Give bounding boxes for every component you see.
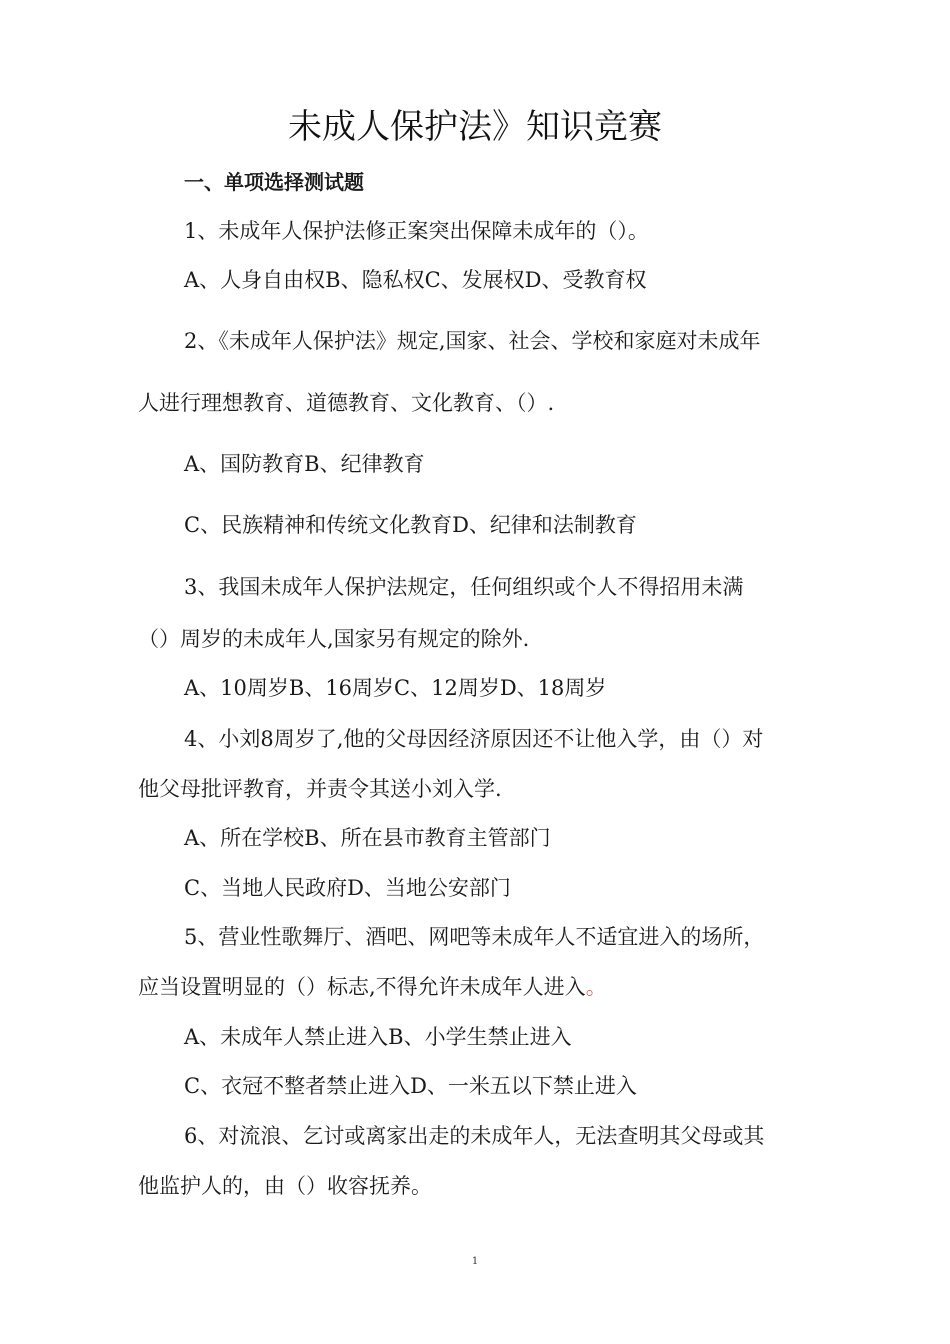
question-5-continued-text: 应当设置明显的（）标志,不得允许未成年人进入 [138, 975, 586, 999]
question-1: 1、未成年人保护法修正案突出保障未成年的（）。 [184, 219, 649, 243]
document-title: 未成人保护法》知识竞赛 [288, 107, 662, 147]
page-number: 1 [471, 1256, 479, 1267]
question-3-continued: （）周岁的未成年人,国家另有规定的除外. [138, 627, 530, 651]
question-6: 6、对流浪、乞讨或离家出走的未成年人，无法查明其父母或其 [184, 1124, 765, 1148]
question-4-options-b: C、当地人民政府D、当地公安部门 [184, 876, 511, 900]
question-2-options-b: C、民族精神和传统文化教育D、纪律和法制教育 [184, 513, 637, 537]
question-2-continued: 人进行理想教育、道德教育、文化教育、（）. [138, 391, 555, 415]
section-heading: 一、单项选择测试题 [184, 170, 364, 194]
question-5-options-b: C、衣冠不整者禁止进入D、一米五以下禁止进入 [184, 1074, 637, 1098]
question-4-continued: 他父母批评教育，并责令其送小刘入学. [138, 777, 502, 801]
question-1-options: A、人身自由权B、隐私权C、发展权D、受教育权 [184, 268, 647, 292]
red-period: 。 [585, 975, 607, 999]
question-5-continued [138, 972, 607, 1002]
question-4-options-a: A、所在学校B、所在县市教育主管部门 [184, 826, 551, 850]
question-3-options: A、10周岁B、16周岁C、12周岁D、18周岁 [184, 676, 607, 700]
question-3: 3、我国未成年人保护法规定，任何组织或个人不得招用未满 [184, 575, 744, 599]
question-2: 2、《未成年人保护法》规定,国家、社会、学校和家庭对未成年 [184, 329, 761, 353]
question-2-options-a: A、国防教育B、纪律教育 [184, 452, 425, 476]
question-4: 4、小刘8周岁了,他的父母因经济原因还不让他入学，由（）对 [184, 727, 764, 751]
question-5: 5、营业性歌舞厅、酒吧、网吧等未成年人不适宜进入的场所， [184, 925, 765, 949]
question-5-options-a: A、未成年人禁止进入B、小学生禁止进入 [184, 1025, 572, 1049]
question-6-continued: 他监护人的，由（）收容抚养。 [138, 1174, 432, 1198]
